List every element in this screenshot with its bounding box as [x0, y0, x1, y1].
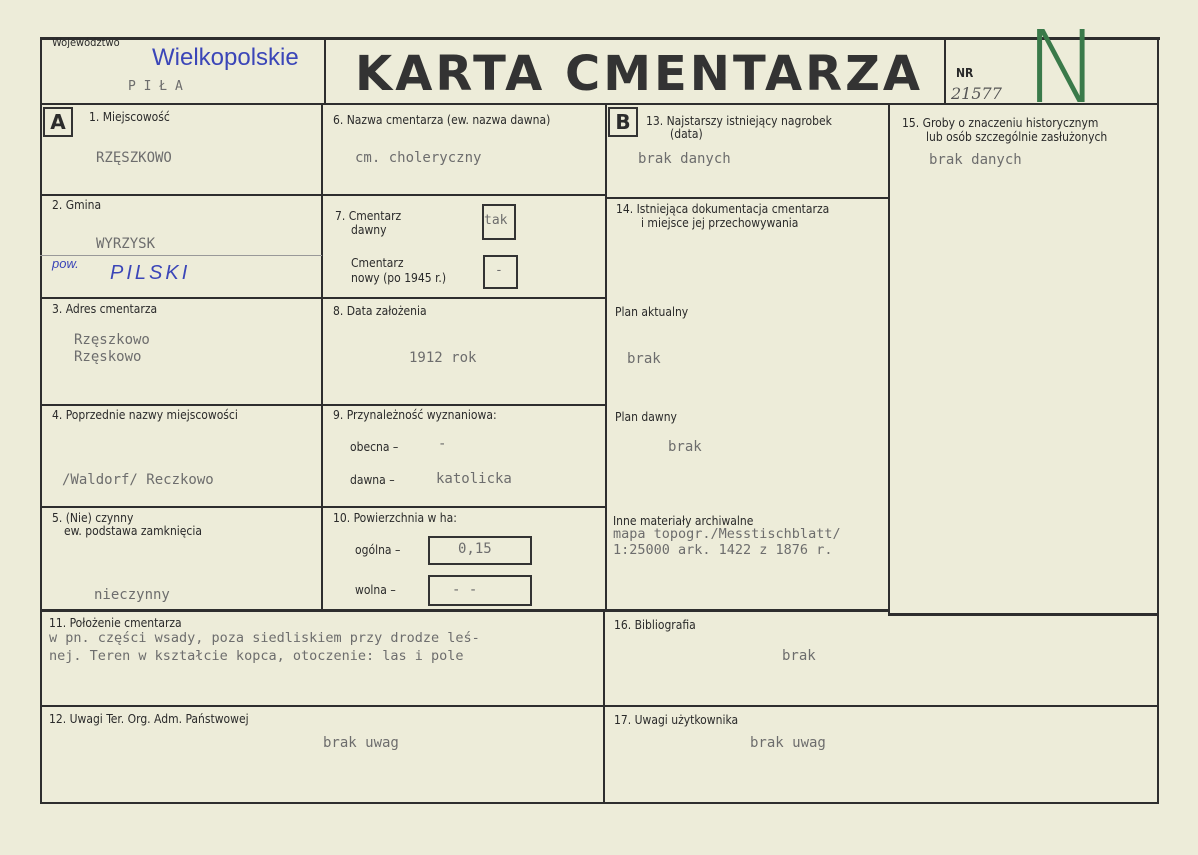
field-5-value: nieczynny [94, 587, 170, 603]
field-2-value: WYRZYSK [96, 236, 156, 252]
other-materials-label: Inne materiały archiwalne [613, 514, 754, 528]
divider [606, 197, 889, 199]
other-materials-line-2: 1:25000 ark. 1422 z 1876 r. [613, 542, 833, 558]
form-border-right [1157, 37, 1159, 804]
field-15-value: brak danych [929, 152, 1022, 168]
field-13-label-2: (data) [670, 127, 703, 141]
field-2-handwritten-prefix: pow. [52, 256, 79, 271]
field-8-value: 1912 rok [409, 350, 477, 366]
field-17-label: 17. Uwagi użytkownika [614, 713, 739, 727]
field-7-new-value: - [495, 263, 503, 278]
divider [40, 506, 606, 508]
city-value: P I Ł A [128, 79, 183, 94]
divider [40, 297, 606, 299]
field-5-label-1: 5. (Nie) czynny [52, 511, 134, 525]
field-9-former-value: katolicka [436, 471, 512, 487]
field-4-value: /Waldorf/ Reczkowo [62, 472, 214, 488]
field-14-label-1: 14. Istniejąca dokumentacja cmentarza [616, 202, 830, 216]
field-10-free-label: wolna – [355, 583, 396, 597]
divider [40, 404, 606, 406]
divider [888, 104, 890, 614]
field-6-label: 6. Nazwa cmentarza (ew. nazwa dawna) [333, 113, 551, 127]
section-a-tag: A [43, 107, 73, 137]
plan-old-value: brak [668, 439, 702, 455]
form-title: KARTA CMENTARZA [355, 46, 924, 102]
wojewodztwo-stamp: Wielkopolskie [152, 44, 299, 71]
field-7-new-box [483, 255, 518, 289]
form-border-bottom [40, 802, 1159, 804]
field-13-label-1: 13. Najstarszy istniejący nagrobek [646, 114, 832, 128]
field-9-current-label: obecna – [350, 440, 399, 454]
plan-now-label: Plan aktualny [615, 305, 689, 319]
field-10-total-box [428, 536, 532, 565]
nr-label: NR [956, 66, 974, 80]
wojewodztwo-label: Województwo [52, 36, 120, 49]
field-13-value: brak danych [638, 151, 731, 167]
divider [40, 255, 322, 256]
field-9-current-value: - [438, 436, 447, 452]
field-3-label: 3. Adres cmentarza [52, 302, 158, 316]
field-2-handwritten: PILSKI [110, 262, 191, 284]
field-15-label-2: lub osób szczególnie zasłużonych [926, 130, 1108, 144]
form-border-left [40, 37, 42, 804]
field-14-label-2: i miejsce jej przechowywania [641, 216, 799, 230]
field-9-label: 9. Przynależność wyznaniowa: [333, 408, 497, 422]
field-16-value: brak [782, 648, 816, 664]
field-5-label-2: ew. podstawa zamknięcia [64, 524, 202, 538]
field-10-total-value: 0,15 [458, 541, 492, 557]
field-2-label: 2. Gmina [52, 198, 102, 212]
field-11-line-1: w pn. części wsady, poza siedliskiem przy drodze leś- [49, 630, 480, 646]
field-7-new-label-2: nowy (po 1945 r.) [351, 271, 447, 285]
field-6-value: cm. choleryczny [355, 150, 482, 166]
field-11-label: 11. Położenie cmentarza [49, 616, 182, 630]
field-11-line-2: nej. Teren w kształcie kopca, otoczenie: las i pole [49, 648, 464, 664]
field-7-old-label-2: dawny [351, 223, 387, 237]
field-1-label: 1. Miejscowość [89, 110, 170, 124]
field-10-free-box [428, 575, 532, 606]
field-9-former-label: dawna – [350, 473, 395, 487]
field-1-value: RZĘSZKOWO [96, 150, 172, 166]
field-16-label: 16. Bibliografia [614, 618, 696, 632]
field-15-label-1: 15. Groby o znaczeniu historycznym [902, 116, 1099, 130]
category-mark: N [1025, 9, 1100, 126]
field-7-new-label-1: Cmentarz [351, 256, 404, 270]
field-7-old-label-1: 7. Cmentarz [335, 209, 402, 223]
divider [324, 37, 326, 105]
field-4-label: 4. Poprzednie nazwy miejscowości [52, 408, 238, 422]
field-3-value-1: Rzęszkowo [74, 332, 150, 348]
section-b-tag: B [608, 107, 638, 137]
divider [321, 104, 323, 610]
other-materials-line-1: mapa topogr./Messtischblatt/ [613, 526, 841, 542]
field-12-value: brak uwag [323, 735, 399, 751]
divider [888, 613, 1159, 616]
divider [40, 609, 890, 612]
form-border-top [40, 37, 1160, 40]
field-10-free-value: - - [452, 582, 478, 598]
plan-old-label: Plan dawny [615, 410, 677, 424]
field-7-old-box [482, 204, 516, 240]
field-3-value-2: Rzęskowo [74, 349, 142, 365]
header-divider [40, 103, 1159, 105]
field-10-total-label: ogólna – [355, 543, 401, 557]
field-12-label: 12. Uwagi Ter. Org. Adm. Państwowej [49, 712, 249, 726]
divider [605, 104, 607, 610]
field-8-label: 8. Data założenia [333, 304, 427, 318]
nr-value: 21577 [951, 84, 1002, 103]
field-17-value: brak uwag [750, 735, 826, 751]
plan-now-value: brak [627, 351, 661, 367]
divider [40, 705, 1159, 707]
field-10-label: 10. Powierzchnia w ha: [333, 511, 457, 525]
field-7-old-value: tak [484, 213, 508, 228]
divider [944, 37, 946, 105]
divider [40, 194, 606, 196]
